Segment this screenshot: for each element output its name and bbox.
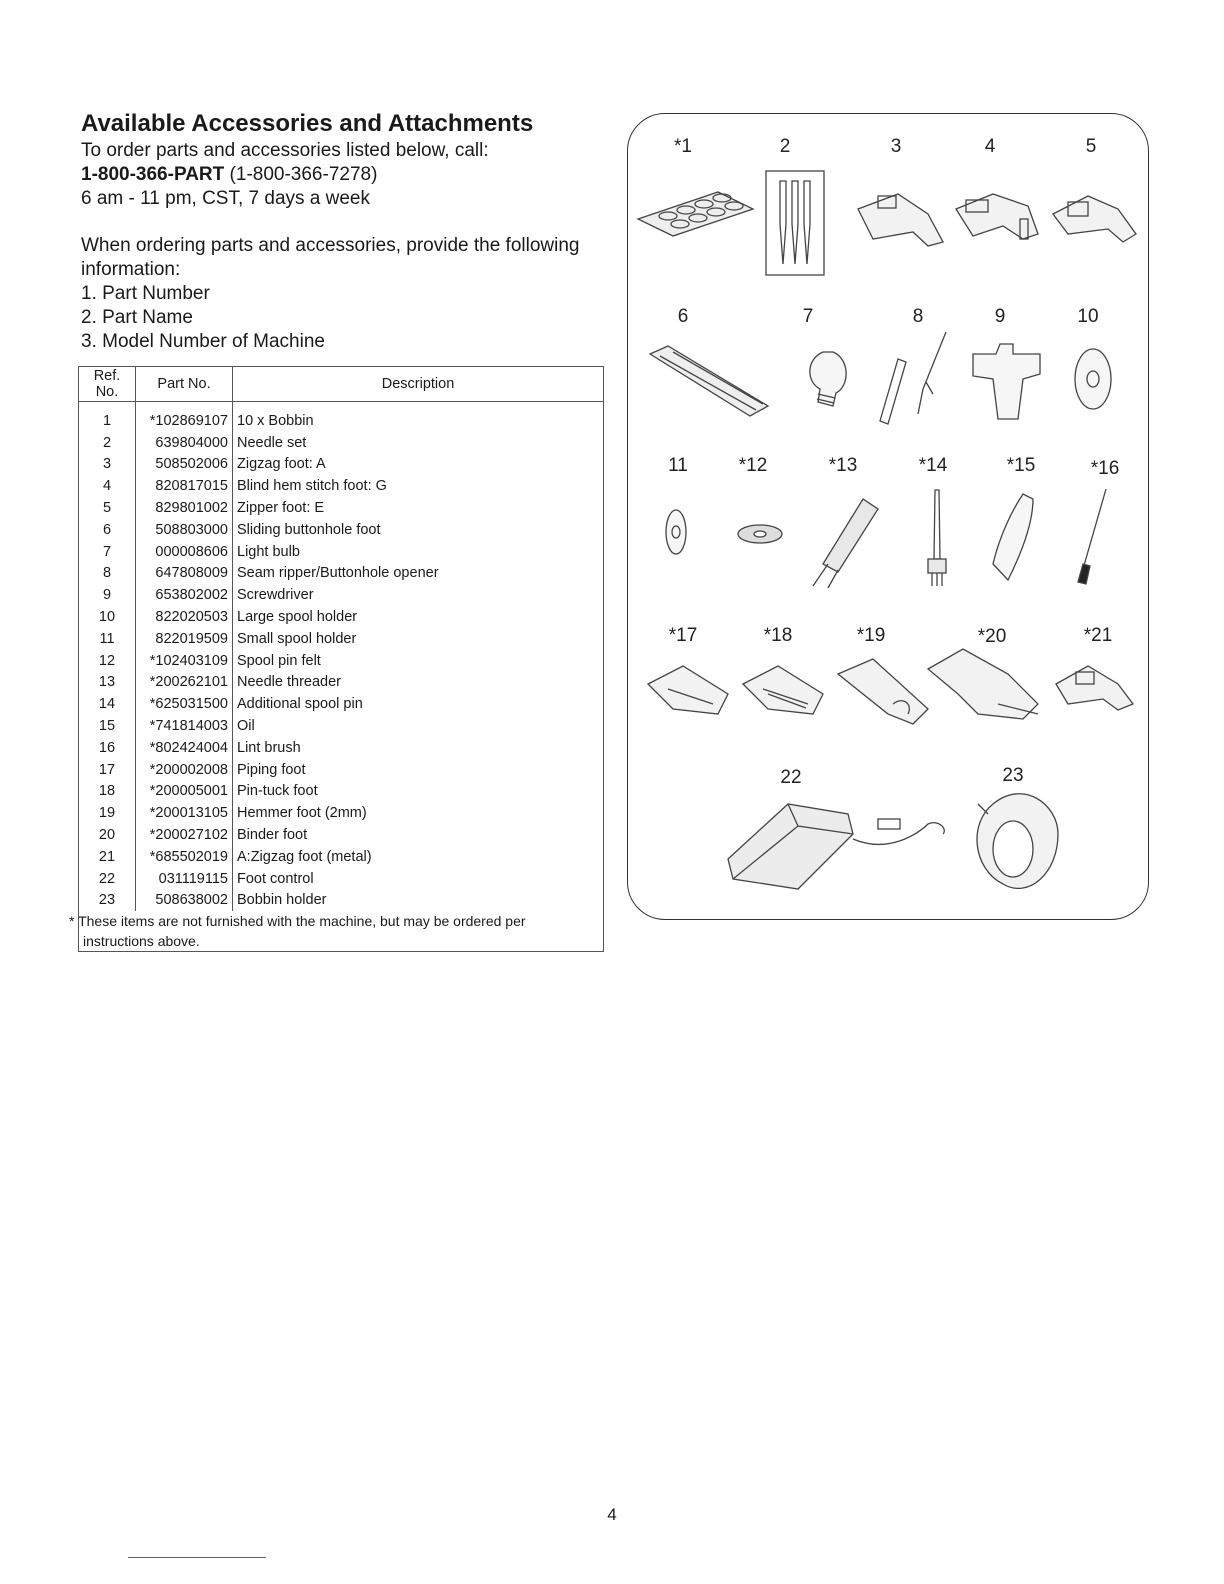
part-no-cell: *200262101 — [136, 672, 233, 694]
item-label: 9 — [994, 306, 1006, 327]
description-cell: Spool pin felt — [237, 652, 321, 669]
description-cell: Bobbin holder — [237, 892, 327, 909]
ref-no-cell: 2 — [79, 432, 136, 454]
part-no-cell: *200027102 — [136, 824, 233, 846]
table-header-row — [79, 367, 604, 402]
screwdriver-icon — [973, 344, 1040, 419]
table-row — [79, 454, 604, 476]
part-no-cell: 820817015 — [136, 475, 233, 497]
part-no-cell: *200013105 — [136, 802, 233, 824]
footnote-row — [79, 911, 604, 952]
part-no-cell: *625031500 — [136, 693, 233, 715]
description-cell: Needle set — [237, 434, 307, 451]
part-no-cell: *102403109 — [136, 650, 233, 672]
item-label: *12 — [738, 455, 768, 476]
table-row — [79, 563, 604, 585]
ref-no-cell: 19 — [79, 802, 136, 824]
description-cell: Foot control — [237, 870, 314, 887]
table-row — [79, 606, 604, 628]
ref-no-cell: 20 — [79, 824, 136, 846]
table-row — [79, 628, 604, 650]
intro-line: To order parts and accessories listed below, call: — [81, 140, 489, 161]
table-row — [79, 519, 604, 541]
ref-no-cell: 3 — [79, 454, 136, 476]
ref-no-cell: 14 — [79, 693, 136, 715]
item-label: *19 — [856, 625, 886, 646]
page-number: 4 — [607, 1505, 617, 1524]
header-ref-no: Ref. No. — [79, 367, 136, 402]
description-cell: 10 x Bobbin — [237, 412, 314, 429]
lint-brush-icon — [1078, 489, 1106, 584]
table-row — [79, 824, 604, 846]
zigzag-foot-icon — [858, 194, 943, 246]
hemmer-foot-icon — [838, 659, 928, 724]
oil-bottle-icon — [993, 494, 1033, 580]
table-row — [79, 890, 604, 912]
footer-rule — [128, 1557, 266, 1558]
table-row — [79, 715, 604, 737]
needle-threader-icon — [813, 499, 878, 588]
description-cell: Lint brush — [237, 739, 301, 756]
parts-table — [69, 366, 604, 952]
item-label: 6 — [677, 306, 689, 327]
part-no-cell: *741814003 — [136, 715, 233, 737]
ref-no-cell: 9 — [79, 584, 136, 606]
footnote: * These items are not furnished with the machine, but may be ordered per instructions above. — [69, 913, 526, 950]
zigzag-foot-metal-icon — [1056, 666, 1133, 710]
item-label: *20 — [977, 626, 1007, 647]
part-no-cell: 829801002 — [136, 497, 233, 519]
ref-no-cell: 18 — [79, 781, 136, 803]
description-cell: Small spool holder — [237, 630, 357, 647]
description-cell: Needle threader — [237, 674, 341, 691]
table-row — [79, 802, 604, 824]
ref-no-cell: 5 — [79, 497, 136, 519]
needle-set-icon — [766, 171, 824, 275]
piping-foot-icon — [648, 666, 728, 714]
ref-no-cell: 16 — [79, 737, 136, 759]
phone-numeric: (1-800-366-7278) — [224, 164, 378, 185]
description-cell: Blind hem stitch foot: G — [237, 478, 387, 495]
part-no-cell: 639804000 — [136, 432, 233, 454]
ref-no-cell: 13 — [79, 672, 136, 694]
ref-no-cell: 11 — [79, 628, 136, 650]
table-row — [79, 672, 604, 694]
hours-line: 6 am - 11 pm, CST, 7 days a week — [81, 188, 370, 209]
phone-line — [81, 163, 621, 187]
item-label: *21 — [1083, 625, 1113, 646]
table-row — [79, 402, 604, 432]
item-label: *17 — [668, 625, 698, 646]
item-label: *18 — [763, 625, 793, 646]
part-no-cell: 508502006 — [136, 454, 233, 476]
part-no-cell: 000008606 — [136, 541, 233, 563]
table-row — [79, 868, 604, 890]
item-label: 4 — [984, 136, 996, 157]
table-row — [79, 759, 604, 781]
ref-no-cell: 10 — [79, 606, 136, 628]
pin-tuck-foot-icon — [743, 666, 823, 714]
ref-no-cell: 8 — [79, 563, 136, 585]
description-cell: Zipper foot: E — [237, 500, 325, 517]
seam-ripper-icon — [880, 332, 946, 424]
description-cell: Hemmer foot (2mm) — [237, 805, 367, 822]
part-no-cell: *200005001 — [136, 781, 233, 803]
table-row — [79, 781, 604, 803]
description-cell: Screwdriver — [237, 587, 314, 604]
zipper-foot-icon — [1053, 196, 1136, 242]
part-no-cell: 653802002 — [136, 584, 233, 606]
description-cell: Large spool holder — [237, 609, 358, 626]
item-label: 8 — [912, 306, 924, 327]
item-label: 22 — [780, 767, 802, 788]
description-cell: A:Zigzag foot (metal) — [237, 848, 372, 865]
ref-no-cell: 22 — [79, 868, 136, 890]
bobbin-holder-icon — [977, 794, 1058, 889]
item-label: 23 — [1002, 765, 1024, 786]
part-no-cell: 822020503 — [136, 606, 233, 628]
small-spool-holder-icon — [666, 510, 686, 554]
item-label: *16 — [1090, 458, 1120, 479]
part-no-cell: 647808009 — [136, 563, 233, 585]
info-item: 3. Model Number of Machine — [81, 331, 325, 352]
item-label: 5 — [1085, 136, 1097, 157]
description-cell: Sliding buttonhole foot — [237, 521, 381, 538]
parts-table-body — [79, 402, 604, 912]
bobbins-icon — [638, 192, 753, 236]
item-label: 11 — [668, 455, 688, 476]
part-no-cell: 508803000 — [136, 519, 233, 541]
phone-bold: 1-800-366-PART — [81, 164, 225, 185]
item-label: 10 — [1077, 306, 1099, 327]
item-label: *1 — [674, 136, 692, 157]
header-part-no: Part No. — [136, 367, 233, 402]
description-cell: Binder foot — [237, 827, 308, 844]
part-no-cell: *200002008 — [136, 759, 233, 781]
table-row — [79, 737, 604, 759]
item-label: *14 — [918, 455, 948, 476]
table-row — [79, 693, 604, 715]
description-cell: Oil — [237, 718, 255, 735]
table-row — [79, 584, 604, 606]
blind-hem-foot-icon — [956, 194, 1038, 239]
binder-foot-icon — [928, 649, 1038, 719]
part-no-cell: *802424004 — [136, 737, 233, 759]
item-label: *15 — [1006, 455, 1036, 476]
foot-control-icon — [728, 804, 944, 889]
info-item: 1. Part Number — [81, 283, 210, 304]
accessories-illustration — [628, 114, 1148, 919]
description-cell: Additional spool pin — [237, 696, 363, 713]
description-cell: Pin-tuck foot — [237, 783, 318, 800]
ref-no-cell: 12 — [79, 650, 136, 672]
ref-no-cell: 21 — [79, 846, 136, 868]
table-row — [79, 541, 604, 563]
accessories-illustration-panel — [627, 113, 1149, 920]
page-title: Available Accessories and Attachments — [81, 110, 534, 137]
ref-no-cell: 23 — [79, 890, 136, 912]
table-row — [79, 497, 604, 519]
description-cell: Light bulb — [237, 543, 300, 560]
table-row — [79, 432, 604, 454]
ref-no-cell: 4 — [79, 475, 136, 497]
part-no-cell: *102869107 — [136, 402, 233, 432]
instruction-line: When ordering parts and accessories, provide the following information: — [81, 235, 580, 280]
spool-felt-icon — [738, 525, 782, 543]
ref-no-cell: 17 — [79, 759, 136, 781]
spool-pin-icon — [928, 490, 946, 586]
ref-no-cell: 15 — [79, 715, 136, 737]
description-cell: Piping foot — [237, 761, 306, 778]
ref-no-cell: 1 — [79, 402, 136, 432]
ref-no-cell: 6 — [79, 519, 136, 541]
table-row — [79, 475, 604, 497]
header-description: Description — [233, 367, 604, 402]
part-no-cell: 822019509 — [136, 628, 233, 650]
buttonhole-foot-icon — [650, 346, 768, 416]
part-no-cell: *685502019 — [136, 846, 233, 868]
table-row — [79, 846, 604, 868]
part-no-cell: 031119115 — [136, 868, 233, 890]
item-label: 3 — [890, 136, 902, 157]
light-bulb-icon — [810, 352, 846, 406]
item-label: *13 — [828, 455, 858, 476]
part-no-cell: 508638002 — [136, 890, 233, 912]
ordering-info — [81, 139, 621, 354]
description-cell: Zigzag foot: A — [237, 456, 326, 473]
item-label: 2 — [779, 136, 791, 157]
item-label: 7 — [802, 306, 814, 327]
large-spool-holder-icon — [1075, 349, 1111, 409]
ref-no-cell: 7 — [79, 541, 136, 563]
description-cell: Seam ripper/Buttonhole opener — [237, 565, 439, 582]
table-row — [79, 650, 604, 672]
info-item: 2. Part Name — [81, 307, 193, 328]
